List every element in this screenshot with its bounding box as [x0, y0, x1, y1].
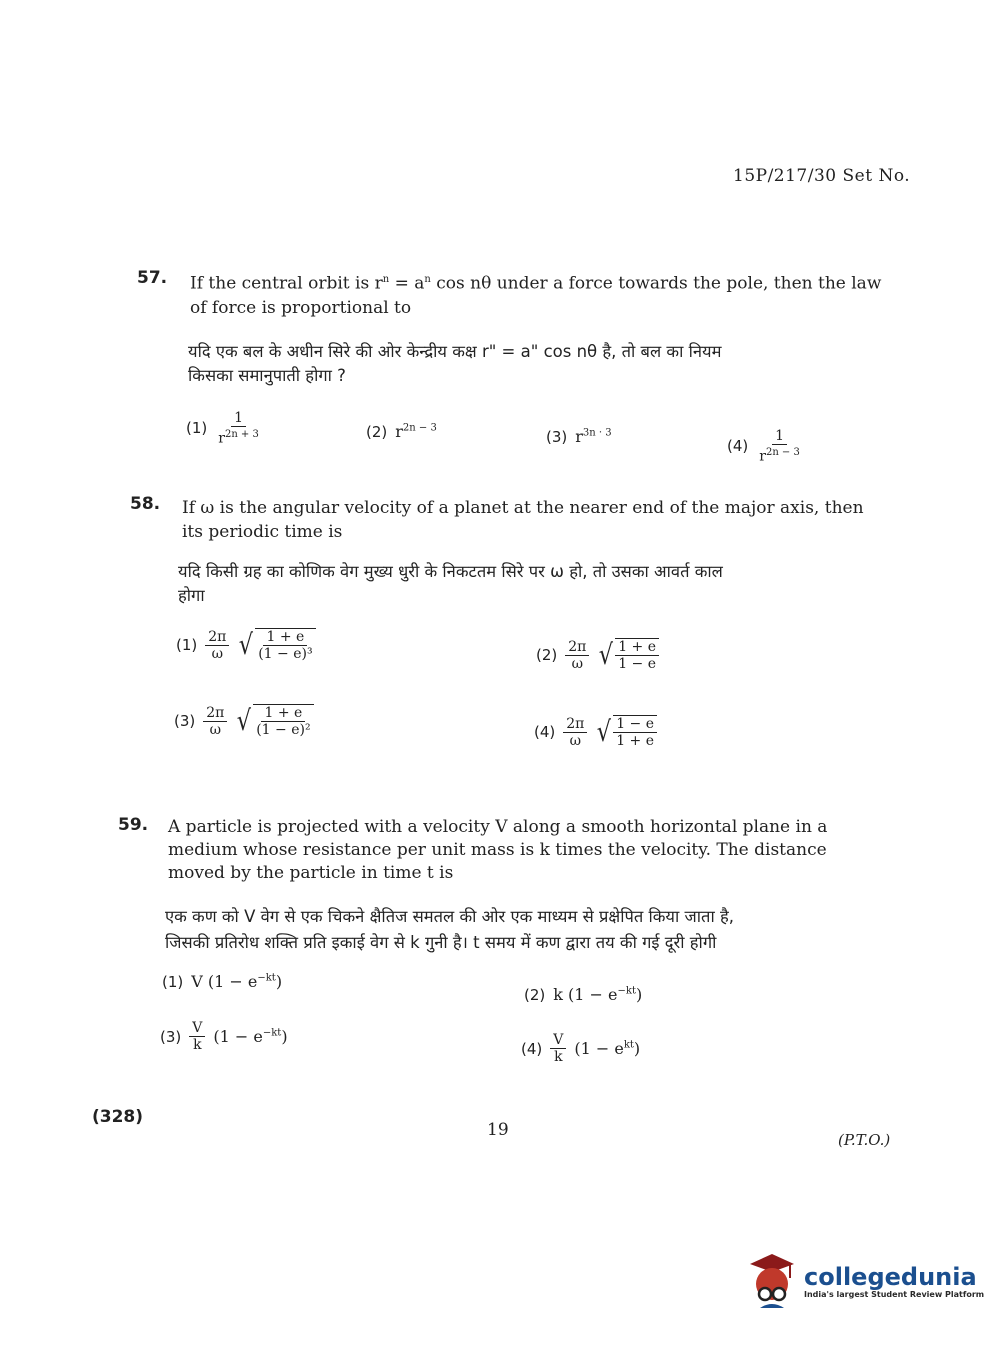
question-text-hindi: यदि किसी ग्रह का कोणिक वेग मुख्य धुरी के निकटतम सिरे पर ω हो, तो उसका आवर्त काल होगा	[178, 562, 723, 605]
question-text: If ω is the angular velocity of a planet at the nearer end of the major axis, then its periodic time is	[182, 498, 864, 542]
logo-tagline: India's largest Student Review Platform	[804, 1289, 985, 1299]
option-2: (2) $r^{2n - 3}$	[366, 422, 437, 441]
option-3: (3) $r^{3n \cdot 3}$	[546, 427, 612, 446]
logo-name: collegedunia	[804, 1262, 977, 1291]
booklet-code: (328)	[92, 1107, 144, 1127]
option-4: (4) $\frac{1}{r^{2n - 3}}$	[727, 428, 800, 465]
option-2: (2) $\frac{2\pi}{\omega}$ √ $\frac{1 + e}{1 - e}$	[536, 638, 659, 672]
page-number: 19	[487, 1120, 509, 1140]
option-3: (3) $\frac{V}{k}$ $(1 - e^{-kt})$	[160, 1020, 288, 1053]
mascot-icon	[746, 1250, 798, 1312]
option-2: (2) k $(1 - e^{-kt})$	[524, 985, 643, 1004]
option-1: (1) $\frac{2\pi}{\omega}$ √ $\frac{1 + e}{\text{(1 − e)³}}$	[176, 628, 316, 662]
question-text-hindi: यदि एक बल के अधीन सिरे की ओर केन्द्रीय कक्ष r" = a" cos nθ है, तो बल का नियम किसका समानुपाती होगा ?	[188, 342, 722, 385]
option-3: (3) $\frac{2\pi}{\omega}$ √ $\frac{1 + e}{\text{(1 − e)²}}$	[174, 704, 314, 738]
option-4: (4) $\frac{2\pi}{\omega}$ √ $\frac{1 - e}{1 + e}$	[534, 715, 657, 749]
paper-code: 15P/217/30 Set No.	[733, 166, 911, 186]
question-text: A particle is projected with a velocity V along a smooth horizontal plane in a medium whose resistance per unit mass is k times the velocity. The distance moved by the particle in time t is	[168, 817, 828, 883]
question-number: 57.	[137, 268, 168, 288]
question-number: 59.	[118, 815, 149, 835]
pto-note: (P.T.O.)	[838, 1131, 891, 1149]
question-number: 58.	[130, 494, 161, 514]
question-text: If the central orbit is $r^n = a^n$ cos nθ under a force towards the pole, then the law of force is proportional to	[190, 273, 882, 318]
collegedunia-logo	[746, 1250, 984, 1312]
option-1: (1) $\frac{1}{r^{2n + 3}}$	[186, 410, 259, 447]
question-text-hindi: एक कण को V वेग से एक चिकने क्षैतिज समतल की ओर एक माध्यम से प्रक्षेपित किया जाता है, जिसकी प्रतिरोध शक्ति प्रति इकाई वेग से k गुनी है। t समय में कण द्वारा तय की गई दूरी होगी	[165, 907, 734, 952]
option-4: (4) $\frac{V}{k}$ $(1 - e^{kt})$	[521, 1032, 641, 1065]
option-1: (1) V $(1 - e^{-kt})$	[162, 972, 283, 991]
